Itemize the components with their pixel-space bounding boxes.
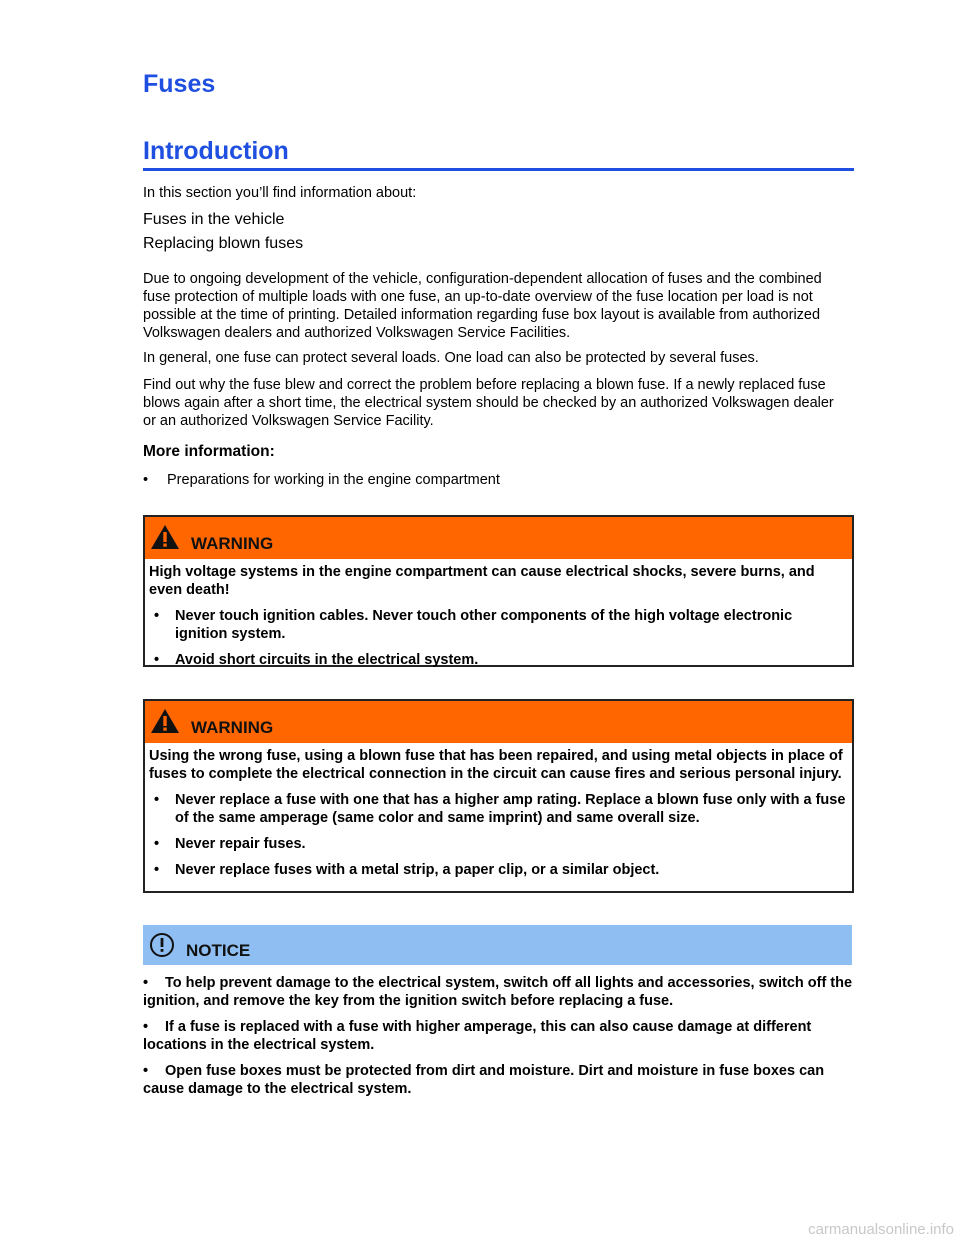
paragraph: Due to ongoing development of the vehicle, configuration-dependent allocation of fuses and the combined fuse protection of multiple loads with one fuse, an up-to-date overview of the fuse location per load is not possible at the time of printing. Detailed information regarding fuse box layout is available from authorized Volkswagen dealers and authorized Volkswagen Service Facilities.	[143, 271, 822, 341]
notice-item-text: If a fuse is replaced with a fuse with higher amperage, this can also cause damage at different locations in the electrical system.	[143, 1019, 812, 1053]
more-info-link[interactable]: Preparations for working in the engine compartment	[167, 472, 500, 488]
warning-item	[149, 835, 848, 853]
warning-item-text: Never replace fuses with a metal strip, a paper clip, or a similar object.	[175, 862, 660, 878]
bullet: •	[154, 608, 160, 624]
notice-item	[143, 974, 854, 1010]
bullet: •	[143, 1063, 149, 1079]
warning-triangle-icon	[150, 708, 180, 734]
notice-item	[143, 1062, 854, 1098]
more-info-heading: More information:	[143, 443, 275, 460]
section-heading: Introduction	[143, 137, 854, 171]
warning-item-text: Never repair fuses.	[175, 836, 306, 852]
warning-body	[145, 559, 852, 669]
warning-item	[149, 651, 848, 669]
warning-item-text: Never replace a fuse with one that has a higher amp rating. Replace a blown fuse only with a fuse of the same amperage (same color and same imprint) and same overall size.	[175, 792, 846, 826]
bullet: •	[154, 652, 160, 668]
warning-lead: High voltage systems in the engine compartment can cause electrical shocks, severe burns, and even death!	[149, 564, 815, 598]
bullet: •	[143, 975, 149, 991]
bullet: •	[154, 792, 160, 808]
warning-box	[143, 699, 854, 893]
warning-item	[149, 607, 848, 643]
notice-title: NOTICE	[186, 941, 251, 960]
exclamation-circle-icon	[149, 932, 175, 958]
notice-banner	[143, 925, 852, 965]
warning-box	[143, 515, 854, 667]
notice-item	[143, 1018, 854, 1054]
bullet: •	[154, 836, 160, 852]
warning-body	[145, 743, 852, 879]
intro-lead: In this section you’ll find information about:	[143, 185, 417, 201]
topic-item[interactable]: Fuses in the vehicle	[143, 211, 285, 228]
warning-item-text: Never touch ignition cables. Never touch other components of the high voltage electronic ignition system.	[175, 608, 793, 642]
bullet: •	[154, 862, 160, 878]
warning-title: WARNING	[191, 718, 274, 737]
warning-title: WARNING	[191, 534, 274, 553]
topic-item[interactable]: Replacing blown fuses	[143, 235, 304, 252]
warning-header	[145, 517, 852, 559]
page-title: Fuses	[143, 70, 216, 98]
topic-list	[143, 208, 303, 256]
warning-item	[149, 861, 848, 879]
paragraph: Find out why the fuse blew and correct the problem before replacing a blown fuse. If a newly replaced fuse blows again after a short time, the electrical system should be checked by an authorized Volkswagen dealer or an authorized Volkswagen Service Facility.	[143, 377, 834, 429]
paragraph: In general, one fuse can protect several loads. One load can also be protected by several fuses.	[143, 350, 759, 366]
notice-list	[143, 974, 854, 1106]
warning-header	[145, 701, 852, 743]
more-info-list	[143, 472, 500, 488]
more-info-item[interactable]	[143, 472, 500, 488]
site-watermark: carmanualsonline.info	[808, 1221, 954, 1238]
notice-item-text: To help prevent damage to the electrical system, switch off all lights and accessories, switch off the ignition, and remove the key from the ignition switch before replacing a fuse.	[143, 975, 853, 1009]
notice-item-text: Open fuse boxes must be protected from dirt and moisture. Dirt and moisture in fuse boxes can cause damage to the electrical system.	[143, 1063, 825, 1097]
warning-item-text: Avoid short circuits in the electrical system.	[175, 652, 479, 668]
bullet: •	[143, 1019, 149, 1035]
warning-lead: Using the wrong fuse, using a blown fuse that has been repaired, and using metal objects in place of fuses to complete the electrical connection in the circuit can cause fires and serious personal injury.	[149, 748, 843, 782]
warning-item	[149, 791, 848, 827]
warning-triangle-icon	[150, 524, 180, 550]
bullet: •	[143, 472, 149, 488]
